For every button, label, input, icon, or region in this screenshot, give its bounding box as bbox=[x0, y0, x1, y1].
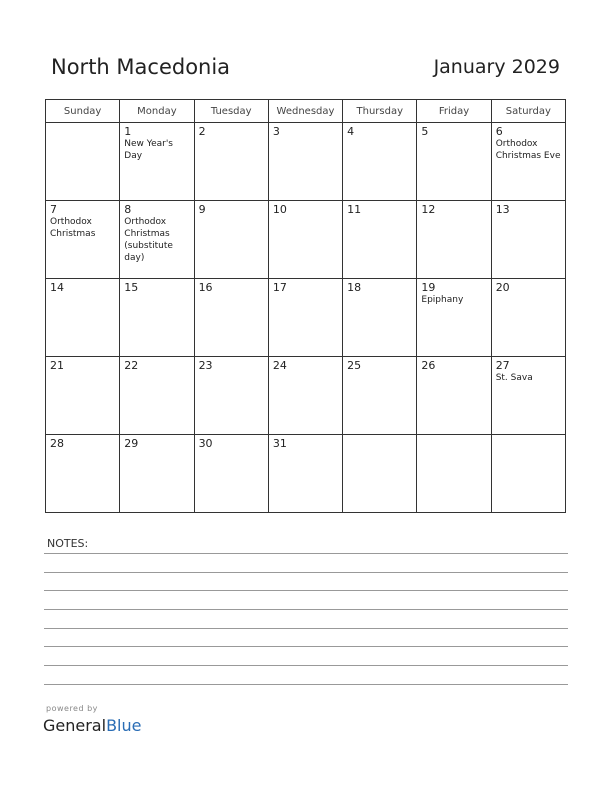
day-cell bbox=[343, 435, 417, 513]
note-line bbox=[44, 553, 568, 554]
weekday-tuesday: Tuesday bbox=[194, 100, 268, 123]
day-number: 28 bbox=[50, 437, 64, 450]
holiday-label: St. Sava bbox=[495, 373, 533, 383]
brand-general: General bbox=[43, 716, 107, 735]
day-number: 6 bbox=[495, 125, 503, 138]
country-title: North Macedonia bbox=[51, 55, 231, 79]
note-line bbox=[44, 684, 568, 685]
day-number: 25 bbox=[347, 359, 362, 372]
day-number: 14 bbox=[50, 281, 64, 294]
day-number: 19 bbox=[421, 281, 436, 294]
day-cell bbox=[343, 201, 417, 279]
day-cell bbox=[491, 201, 565, 279]
weekday-thursday: Thursday bbox=[343, 100, 417, 123]
day-number: 17 bbox=[272, 281, 287, 294]
day-cell bbox=[194, 201, 268, 279]
day-number: 8 bbox=[124, 203, 132, 216]
note-line bbox=[44, 646, 568, 647]
weekday-wednesday: Wednesday bbox=[268, 100, 342, 123]
day-cell bbox=[268, 201, 342, 279]
week-row bbox=[46, 201, 566, 279]
day-cell bbox=[46, 123, 120, 201]
note-line bbox=[44, 572, 568, 573]
note-line bbox=[44, 609, 568, 610]
weekday-saturday: Saturday bbox=[491, 100, 565, 123]
day-number: 29 bbox=[124, 437, 139, 450]
day-cell bbox=[46, 279, 120, 357]
week-row bbox=[46, 435, 566, 513]
day-cell bbox=[417, 201, 491, 279]
day-number: 30 bbox=[198, 437, 213, 450]
day-cell bbox=[417, 123, 491, 201]
day-number: 16 bbox=[198, 281, 213, 294]
day-cell bbox=[268, 279, 342, 357]
calendar-grid bbox=[45, 99, 566, 513]
day-cell bbox=[417, 435, 491, 513]
powered-by-text: powered by bbox=[46, 704, 98, 713]
day-cell bbox=[120, 123, 194, 201]
notes-label: NOTES: bbox=[47, 537, 89, 550]
day-number: 7 bbox=[50, 203, 57, 216]
day-number: 4 bbox=[347, 125, 355, 138]
weekday-friday: Friday bbox=[417, 100, 491, 123]
week-row bbox=[46, 357, 566, 435]
day-cell bbox=[491, 123, 565, 201]
day-cell bbox=[343, 279, 417, 357]
day-cell bbox=[46, 357, 120, 435]
week-row bbox=[46, 123, 566, 201]
day-number: 18 bbox=[347, 281, 362, 294]
day-cell bbox=[194, 357, 268, 435]
day-number: 27 bbox=[495, 359, 510, 372]
day-number: 21 bbox=[50, 359, 64, 372]
day-number: 1 bbox=[124, 125, 132, 138]
day-cell bbox=[268, 435, 342, 513]
day-number: 12 bbox=[421, 203, 436, 216]
day-number: 2 bbox=[198, 125, 206, 138]
day-number: 26 bbox=[421, 359, 436, 372]
day-cell bbox=[194, 279, 268, 357]
day-cell bbox=[491, 435, 565, 513]
weekday-sunday: Sunday bbox=[46, 100, 120, 123]
brand-blue: Blue bbox=[106, 716, 142, 735]
day-number: 22 bbox=[124, 359, 139, 372]
holiday-label: Orthodox Christmas Eve bbox=[495, 139, 561, 161]
day-cell bbox=[417, 357, 491, 435]
day-number: 31 bbox=[272, 437, 287, 450]
weekday-monday: Monday bbox=[120, 100, 194, 123]
day-number: 5 bbox=[421, 125, 429, 138]
holiday-label: Epiphany bbox=[421, 295, 464, 305]
day-cell bbox=[268, 123, 342, 201]
day-cell bbox=[120, 201, 194, 279]
day-number: 20 bbox=[495, 281, 510, 294]
day-cell bbox=[491, 279, 565, 357]
generalblue-logo bbox=[43, 716, 141, 735]
day-cell bbox=[120, 357, 194, 435]
day-number: 13 bbox=[495, 203, 510, 216]
month-year-title: January 2029 bbox=[433, 56, 560, 78]
day-cell bbox=[46, 435, 120, 513]
day-number: 9 bbox=[198, 203, 206, 216]
holiday-label: Orthodox Christmas bbox=[50, 217, 96, 239]
day-number: 10 bbox=[272, 203, 287, 216]
day-cell bbox=[194, 123, 268, 201]
day-number: 11 bbox=[347, 203, 362, 216]
day-number: 3 bbox=[272, 125, 280, 138]
day-cell bbox=[343, 123, 417, 201]
day-cell bbox=[46, 201, 120, 279]
note-line bbox=[44, 590, 568, 591]
weekday-header-row bbox=[46, 100, 566, 123]
day-cell bbox=[194, 435, 268, 513]
day-cell bbox=[120, 279, 194, 357]
note-line bbox=[44, 628, 568, 629]
day-number: 24 bbox=[272, 359, 287, 372]
holiday-label: Orthodox Christmas (substitute day) bbox=[124, 217, 173, 263]
day-cell bbox=[120, 435, 194, 513]
day-number: 15 bbox=[124, 281, 139, 294]
note-line bbox=[44, 665, 568, 666]
day-cell bbox=[417, 279, 491, 357]
day-number: 23 bbox=[198, 359, 213, 372]
holiday-label: New Year's Day bbox=[124, 139, 173, 161]
day-cell bbox=[491, 357, 565, 435]
day-cell bbox=[268, 357, 342, 435]
week-row bbox=[46, 279, 566, 357]
day-cell bbox=[343, 357, 417, 435]
